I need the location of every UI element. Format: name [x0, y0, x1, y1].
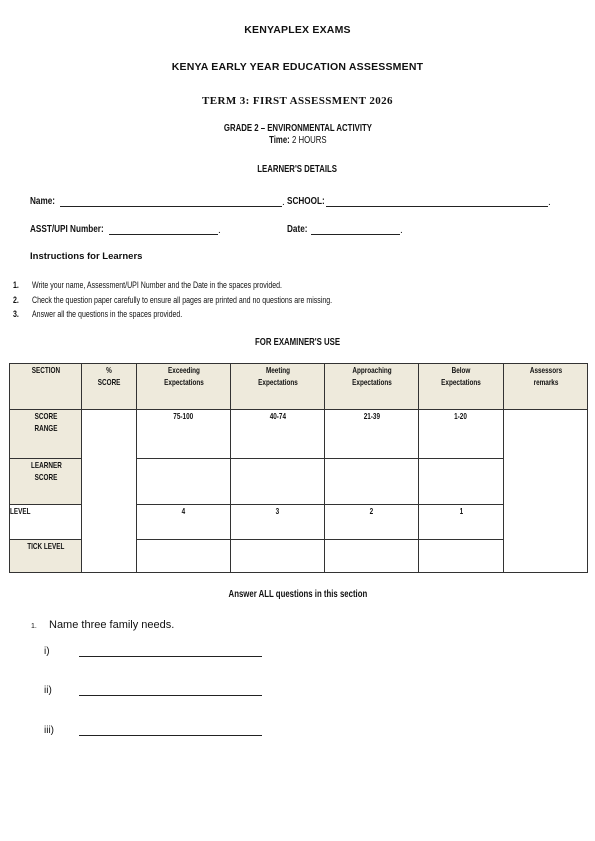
answer-label-iii: iii)	[44, 725, 54, 736]
instruction-number: 1.	[13, 280, 19, 290]
instruction-text: Check the question paper carefully to ensure all pages are printed and no questions are missing.	[32, 294, 333, 305]
grade-subject	[0, 123, 595, 134]
percent-score-cell[interactable]	[82, 410, 137, 573]
header-meeting: Meeting Expectations	[231, 364, 325, 410]
upi-number-field[interactable]	[109, 234, 218, 235]
header-section: SECTION	[10, 364, 82, 410]
table-header-row	[10, 364, 588, 410]
grade-subject-text: GRADE 2 – ENVIRONMENTAL ACTIVITY	[223, 123, 372, 134]
date-field-end: .	[400, 225, 403, 236]
instruction-number: 2.	[13, 294, 19, 305]
score-range-exceeding: 75-100	[137, 410, 231, 459]
header-below: Below Expectations	[419, 364, 504, 410]
learner-score-approaching[interactable]	[325, 459, 419, 505]
time-value: 2 HOURS	[291, 135, 327, 146]
examiner-use-text: FOR EXAMINER'S USE	[254, 337, 341, 348]
learner-details-heading	[0, 164, 595, 175]
header-assessors-remarks: Assessors remarks	[504, 364, 588, 410]
answer-line-ii[interactable]	[79, 695, 262, 696]
answer-line-i[interactable]	[79, 656, 262, 657]
table-row-score-range	[10, 410, 588, 459]
row-label-score-range: SCORE RANGE	[10, 410, 82, 459]
tick-level-below[interactable]	[419, 540, 504, 573]
answer-line-iii[interactable]	[79, 735, 262, 736]
tick-level-exceeding[interactable]	[137, 540, 231, 573]
examiner-score-table	[9, 363, 588, 573]
level-exceeding: 4	[137, 505, 231, 540]
assessors-remarks-cell[interactable]	[504, 410, 588, 573]
date-field[interactable]	[311, 234, 400, 235]
tick-level-approaching[interactable]	[325, 540, 419, 573]
instructions-title: Instructions for Learners	[30, 251, 143, 262]
assessment-title: KENYA EARLY YEAR EDUCATION ASSESSMENT	[171, 61, 424, 73]
time-label: Time:	[268, 135, 290, 146]
school-field[interactable]	[326, 206, 548, 207]
section-instruction	[0, 589, 595, 600]
upi-field-end: .	[218, 225, 221, 236]
question-number: 1.	[31, 623, 37, 630]
exam-provider-title: KENYAPLEX EXAMS	[244, 24, 351, 36]
answer-label-i: i)	[44, 646, 50, 657]
term-title: TERM 3: FIRST ASSESSMENT 2026	[202, 95, 393, 107]
level-meeting: 3	[231, 505, 325, 540]
level-approaching: 2	[325, 505, 419, 540]
section-instruction-text: Answer ALL questions in this section	[228, 589, 367, 600]
level-below: 1	[419, 505, 504, 540]
row-label-tick-level: TICK LEVEL	[10, 540, 82, 573]
learner-score-exceeding[interactable]	[137, 459, 231, 505]
score-range-meeting: 40-74	[231, 410, 325, 459]
question-text: Name three family needs.	[49, 619, 175, 631]
examiner-use-heading	[0, 337, 595, 348]
learner-score-below[interactable]	[419, 459, 504, 505]
school-label: SCHOOL:	[287, 195, 325, 207]
learner-score-meeting[interactable]	[231, 459, 325, 505]
instruction-text: Answer all the questions in the spaces provided.	[32, 309, 183, 319]
header-percent-score: % SCORE	[82, 364, 137, 410]
upi-number-label: ASST/UPI Number:	[30, 223, 104, 235]
time-allowed	[0, 135, 595, 146]
score-range-approaching: 21-39	[325, 410, 419, 459]
name-field-end: .	[282, 197, 285, 208]
header-approaching: Approaching Expectations	[325, 364, 419, 410]
name-field[interactable]	[60, 206, 282, 207]
name-label: Name:	[30, 195, 56, 207]
school-field-end: .	[548, 197, 551, 208]
instruction-number: 3.	[13, 309, 19, 319]
tick-level-meeting[interactable]	[231, 540, 325, 573]
score-range-below: 1-20	[419, 410, 504, 459]
row-label-level: LEVEL	[10, 505, 82, 540]
learner-details-text: LEARNER'S DETAILS	[257, 164, 338, 175]
answer-label-ii: ii)	[44, 685, 52, 696]
header-exceeding: Exceeding Expectations	[137, 364, 231, 410]
date-label: Date:	[287, 223, 308, 235]
row-label-learner-score: LEARNER SCORE	[10, 459, 82, 505]
instruction-text: Write your name, Assessment/UPI Number and the Date in the spaces provided.	[32, 280, 282, 290]
